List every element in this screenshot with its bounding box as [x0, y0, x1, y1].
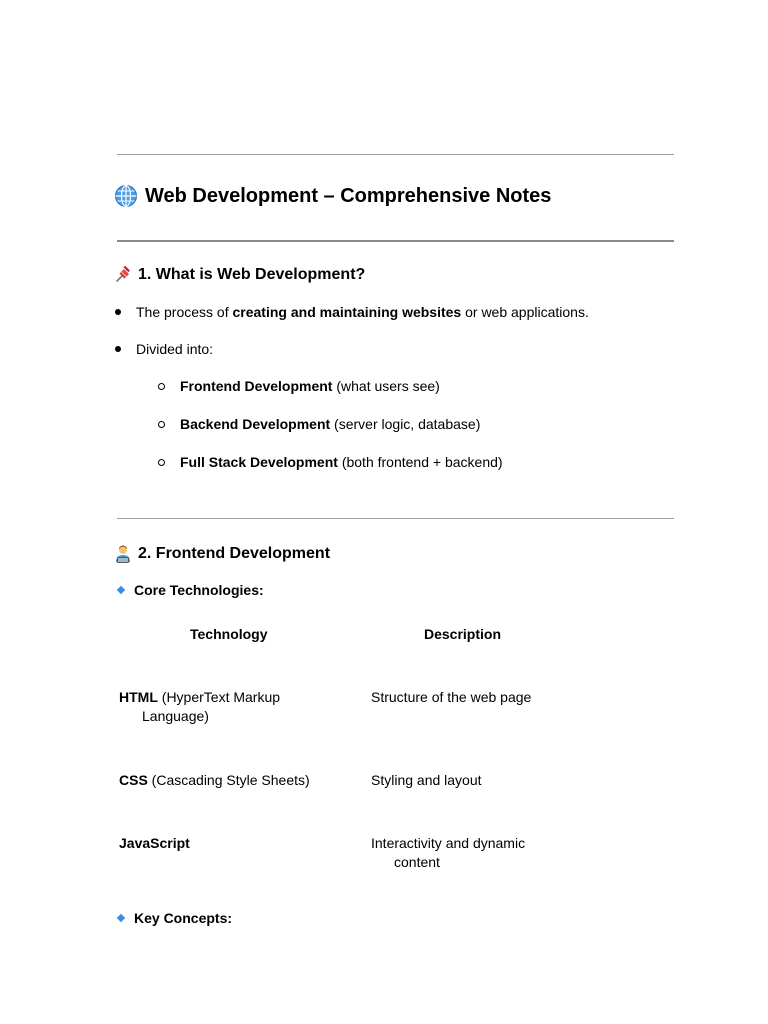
sub-list-item-fullstack [158, 454, 503, 470]
text-run: The process of [136, 304, 233, 320]
sub-list-item-backend [158, 416, 480, 432]
small-blue-diamond-icon [117, 914, 125, 922]
text-run: (Cascading Style Sheets) [147, 772, 310, 788]
bold-text: JavaScript [119, 835, 190, 851]
table-cell-technology [119, 834, 359, 853]
list-item-text [180, 416, 480, 432]
table-header-description: Description [424, 626, 502, 642]
cell-text-continuation: Language) [142, 708, 209, 724]
table-cell-description [371, 688, 631, 707]
list-item-text [180, 454, 503, 470]
bold-text: Backend Development [180, 416, 331, 432]
list-item-text [136, 304, 589, 320]
text-run: (HyperText Markup [157, 689, 281, 705]
cell-text [119, 772, 310, 788]
list-item [113, 341, 213, 357]
text-run: (both frontend + backend) [337, 454, 503, 470]
table-cell-description [371, 834, 631, 872]
section-heading-text: 2. Frontend Development [138, 545, 331, 562]
text-run: (server logic, database) [330, 416, 481, 432]
table-header-technology: Technology [190, 626, 268, 642]
cell-text: Styling and layout [371, 772, 482, 788]
bullet-icon [115, 346, 121, 352]
page-title [113, 183, 551, 209]
bold-text: HTML [119, 689, 158, 705]
section-heading-what-is [113, 265, 365, 285]
cell-text: Interactivity and dynamic [371, 835, 526, 851]
list-item [113, 304, 589, 320]
small-blue-diamond-icon [117, 586, 125, 594]
section-heading-frontend [113, 544, 330, 564]
bold-text: Full Stack Development [180, 454, 338, 470]
bullet-icon [115, 309, 121, 315]
cell-text: Structure of the web page [371, 689, 532, 705]
bold-text: CSS [119, 772, 148, 788]
text-run: or web applications. [461, 304, 589, 320]
list-item-text [180, 378, 440, 394]
table-cell-technology [119, 771, 359, 790]
section-heading-text: 1. What is Web Development? [138, 266, 366, 283]
cell-text [119, 689, 280, 705]
table-cell-description [371, 771, 631, 790]
bold-text: creating and maintaining websites [232, 304, 462, 320]
page-title-text: Web Development – Comprehensive Notes [145, 184, 552, 207]
hollow-bullet-icon [158, 421, 165, 428]
sub-list-item-frontend [158, 378, 440, 394]
bold-text: Frontend Development [180, 378, 333, 394]
subheading-text: Key Concepts: [134, 910, 233, 926]
horizontal-rule [117, 154, 674, 155]
horizontal-rule [117, 240, 674, 242]
subheading-key-concepts [117, 910, 232, 926]
horizontal-rule [117, 518, 674, 519]
table-cell-technology [119, 688, 359, 726]
text-run: (what users see) [332, 378, 440, 394]
pushpin-icon [113, 265, 133, 285]
cell-text-continuation: content [394, 854, 440, 870]
hollow-bullet-icon [158, 383, 165, 390]
hollow-bullet-icon [158, 459, 165, 466]
subheading-core-technologies [117, 582, 264, 598]
technologist-icon [113, 544, 133, 564]
subheading-text: Core Technologies: [134, 582, 264, 598]
globe-icon [113, 183, 139, 209]
list-item-text: Divided into: [136, 341, 214, 357]
